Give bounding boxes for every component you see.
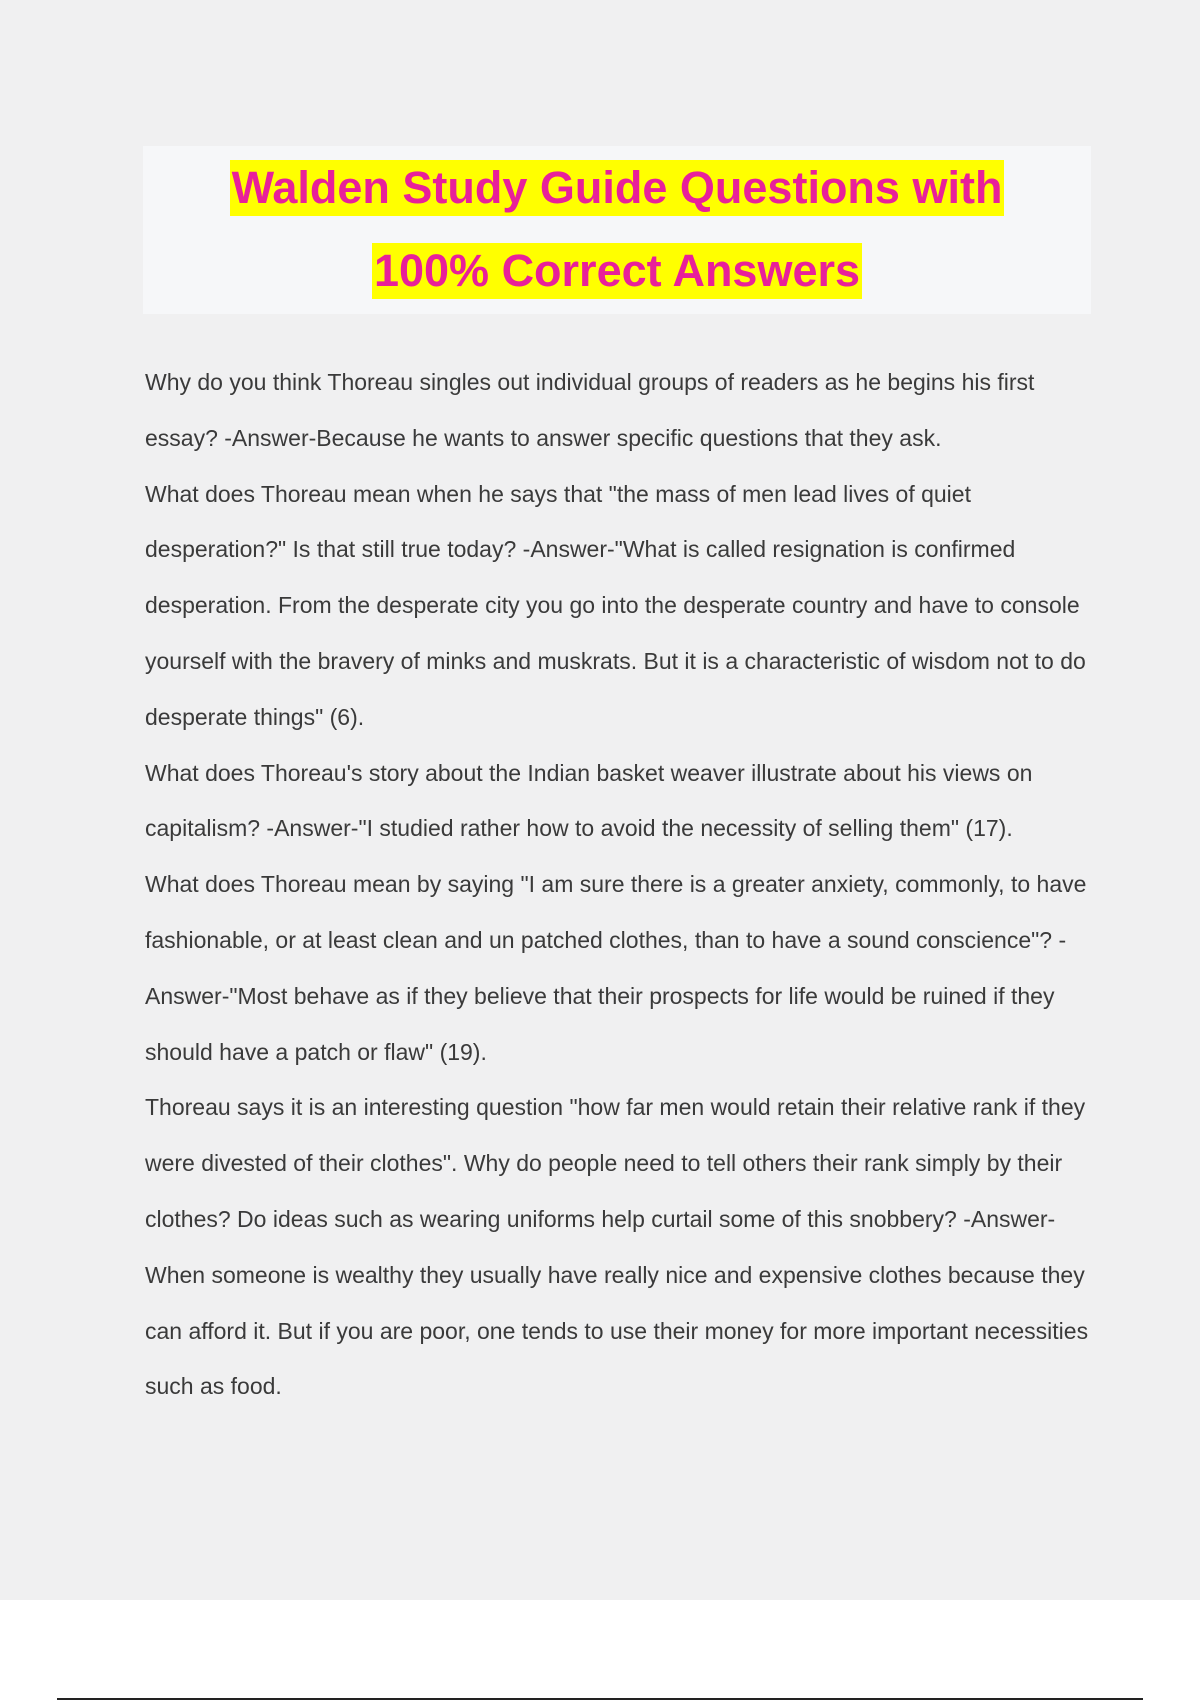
qa-item-2: What does Thoreau mean when he says that "the mass of men lead lives of quiet desperation?" Is that still true today? -Answer-"What is called resignation is confirmed desperation. From the desperate city you go into the desperate country and have to console yourself with the bravery of minks and muskrats. But it is a characteristic of wisdom not to do desperate things" (6). [145, 480, 1086, 730]
title-box [143, 146, 1091, 314]
qa-item-4: What does Thoreau mean by saying "I am sure there is a greater anxiety, commonly, to have fashionable, or at least clean and un patched clothes, than to have a sound conscience"? -Answer-"Most behave as if they believe that their prospects for life would be ruined if they should have a patch or flaw" (19). [145, 871, 1087, 1065]
qa-item-5: Thoreau says it is an interesting question "how far men would retain their relative rank if they were divested of their clothes". Why do people need to tell others their rank simply by their clothes? Do ideas such as wearing uniforms help curtail some of this snobbery? -Answer-When someone is wealthy they usually have really nice and expensive clothes because they can afford it. But if you are poor, one tends to use their money for more important necessities such as food. [145, 1094, 1089, 1400]
title-row-1 [143, 146, 1091, 229]
page-title-line-1: Walden Study Guide Questions with [230, 160, 1005, 216]
page-title-line-2: 100% Correct Answers [372, 243, 862, 299]
document-body [145, 355, 1095, 1415]
qa-item-3: What does Thoreau's story about the Indian basket weaver illustrate about his views on capitalism? -Answer-"I studied rather how to avoid the necessity of selling them" (17). [145, 759, 1033, 842]
qa-item-1: Why do you think Thoreau singles out individual groups of readers as he begins his first essay? -Answer-Because he wants to answer specific questions that they ask. [145, 369, 1035, 451]
title-row-2 [143, 229, 1091, 312]
